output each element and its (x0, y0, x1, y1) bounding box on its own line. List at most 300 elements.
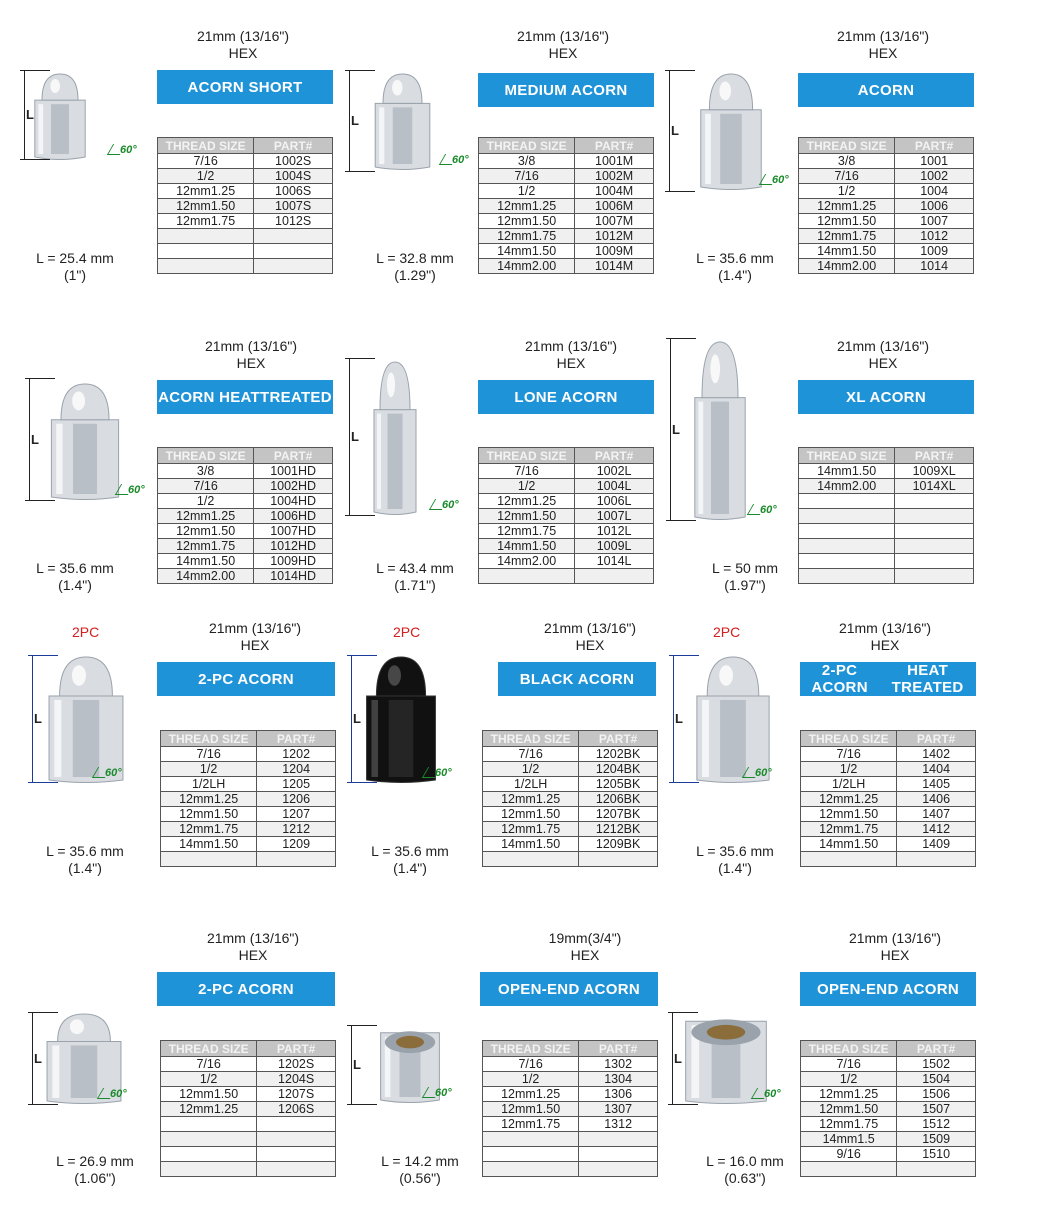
part-number-cell: 1002S (254, 154, 333, 169)
part-number-cell (897, 852, 976, 867)
thread-size-table (478, 137, 654, 274)
part-number-cell: 1012HD (254, 539, 333, 554)
table-row (161, 1117, 336, 1132)
table-row (483, 747, 658, 762)
thread-size-cell (483, 1147, 579, 1162)
thread-size-cell (799, 539, 895, 554)
hex-size-label: 21mm (13/16") HEX (543, 620, 637, 653)
length-label: L = 43.4 mm (1.71") (376, 560, 454, 593)
thread-size-cell: 1/2 (483, 1072, 579, 1087)
thread-size-cell: 7/16 (801, 747, 897, 762)
table-row (161, 822, 336, 837)
part-number-cell: 1510 (897, 1147, 976, 1162)
part-number-cell: 1009M (575, 244, 654, 259)
thread-size-cell (801, 852, 897, 867)
lug-nut-icon (370, 360, 420, 520)
part-number-cell: 1001M (575, 154, 654, 169)
table-row (801, 822, 976, 837)
header-thread-size: THREAD SIZE (799, 138, 895, 154)
length-dimension-icon (666, 338, 696, 521)
length-dimension-icon (345, 70, 375, 172)
dimension-label: L (353, 711, 361, 726)
part-number-cell: 1402 (897, 747, 976, 762)
seat-angle-label: 60° (110, 1088, 127, 1100)
table-row (161, 1102, 336, 1117)
lug-nut-icon (695, 72, 767, 195)
header-thread-size: THREAD SIZE (483, 731, 579, 747)
thread-size-cell: 14mm2.00 (479, 554, 575, 569)
part-number-cell: 1209 (257, 837, 336, 852)
thread-size-cell (483, 1132, 579, 1147)
part-number-cell: 1306 (579, 1087, 658, 1102)
thread-size-cell: 14mm2.00 (799, 259, 895, 274)
part-number-cell: 1012S (254, 214, 333, 229)
table-row (799, 244, 974, 259)
header-thread-size: THREAD SIZE (483, 1041, 579, 1057)
table-row (161, 1057, 336, 1072)
part-number-cell (257, 852, 336, 867)
header-part-number: PART# (897, 731, 976, 747)
hex-size-label: 21mm (13/16") HEX (516, 28, 610, 61)
table-row (161, 1132, 336, 1147)
dimension-label: L (351, 113, 359, 128)
thread-size-cell: 1/2 (158, 494, 254, 509)
thread-size-cell: 12mm1.75 (483, 822, 579, 837)
header-part-number: PART# (257, 731, 336, 747)
length-label: L = 35.6 mm (1.4") (371, 843, 449, 876)
part-number-cell: 1202BK (579, 747, 658, 762)
thread-size-cell: 12mm1.50 (483, 807, 579, 822)
thread-size-cell: 14mm1.50 (483, 837, 579, 852)
table-row (483, 1102, 658, 1117)
thread-size-table (157, 137, 333, 274)
part-number-cell: 1405 (897, 777, 976, 792)
table-row (479, 199, 654, 214)
part-number-cell: 1007 (895, 214, 974, 229)
part-number-cell: 1205 (257, 777, 336, 792)
part-number-cell: 1207 (257, 807, 336, 822)
part-number-cell: 1014L (575, 554, 654, 569)
thread-size-cell (799, 554, 895, 569)
seat-angle-label: 60° (452, 154, 469, 166)
thread-size-cell: 12mm1.50 (161, 1087, 257, 1102)
part-number-cell: 1406 (897, 792, 976, 807)
header-thread-size: THREAD SIZE (158, 448, 254, 464)
table-row (479, 214, 654, 229)
length-dimension-icon (20, 70, 50, 160)
table-row (161, 1087, 336, 1102)
thread-size-cell: 7/16 (479, 169, 575, 184)
part-number-cell (895, 494, 974, 509)
thread-size-cell (801, 1162, 897, 1177)
table-row (158, 169, 333, 184)
table-row (801, 777, 976, 792)
table-row (799, 154, 974, 169)
table-row (799, 464, 974, 479)
part-number-cell: 1012L (575, 524, 654, 539)
part-number-cell (257, 1162, 336, 1177)
part-number-cell: 1004M (575, 184, 654, 199)
part-number-cell: 1007S (254, 199, 333, 214)
thread-size-cell (799, 494, 895, 509)
table-row (483, 1147, 658, 1162)
length-dimension-icon (347, 1025, 377, 1105)
dimension-label: L (351, 429, 359, 444)
thread-size-table (160, 1040, 336, 1177)
table-row (799, 229, 974, 244)
table-row (479, 569, 654, 584)
table-row (801, 1147, 976, 1162)
thread-size-cell (161, 852, 257, 867)
table-row (479, 154, 654, 169)
dimension-label: L (671, 123, 679, 138)
thread-size-cell: 7/16 (161, 1057, 257, 1072)
length-label: L = 25.4 mm (1") (36, 250, 114, 283)
length-label: L = 35.6 mm (1.4") (696, 250, 774, 283)
thread-size-table (800, 730, 976, 867)
part-number-cell: 1004HD (254, 494, 333, 509)
thread-size-cell: 1/2LH (161, 777, 257, 792)
part-number-cell: 1004S (254, 169, 333, 184)
table-row (483, 762, 658, 777)
part-number-cell: 1006HD (254, 509, 333, 524)
table-row (161, 747, 336, 762)
length-label: L = 50 mm (1.97") (711, 560, 778, 593)
product-title: XL ACORN (798, 380, 974, 414)
table-row (479, 509, 654, 524)
thread-size-table (482, 1040, 658, 1177)
table-row (161, 777, 336, 792)
part-number-cell: 1204S (257, 1072, 336, 1087)
part-number-cell: 1206S (257, 1102, 336, 1117)
thread-size-cell: 1/2LH (801, 777, 897, 792)
table-row (161, 762, 336, 777)
length-label: L = 35.6 mm (1.4") (36, 560, 114, 593)
part-number-cell: 1407 (897, 807, 976, 822)
table-row (799, 569, 974, 584)
table-row (161, 1162, 336, 1177)
length-label: L = 35.6 mm (1.4") (46, 843, 124, 876)
product-title: ACORN SHORT (157, 70, 333, 104)
table-row (801, 1072, 976, 1087)
thread-size-cell: 12mm1.25 (158, 184, 254, 199)
table-row (801, 1132, 976, 1147)
header-part-number: PART# (897, 1041, 976, 1057)
thread-size-cell: 1/2 (799, 184, 895, 199)
dimension-label: L (31, 431, 39, 447)
dimension-label: L (674, 1050, 682, 1066)
part-number-cell: 1509 (897, 1132, 976, 1147)
hex-size-label: 21mm (13/16") HEX (848, 930, 942, 963)
thread-size-cell (161, 1132, 257, 1147)
part-number-cell (257, 1147, 336, 1162)
thread-size-cell: 12mm1.25 (483, 792, 579, 807)
table-row (161, 852, 336, 867)
part-number-cell: 1007HD (254, 524, 333, 539)
thread-size-cell (799, 569, 895, 584)
thread-size-cell: 14mm1.50 (158, 554, 254, 569)
table-row (801, 1102, 976, 1117)
thread-size-cell: 12mm1.25 (799, 199, 895, 214)
part-number-cell: 1007M (575, 214, 654, 229)
product-title: BLACK ACORN (498, 662, 656, 696)
table-row (801, 792, 976, 807)
table-row (801, 762, 976, 777)
part-number-cell: 1507 (897, 1102, 976, 1117)
header-part-number: PART# (575, 138, 654, 154)
thread-size-cell: 12mm1.75 (801, 822, 897, 837)
table-row (479, 169, 654, 184)
header-part-number: PART# (895, 448, 974, 464)
hex-size-label: 19mm(3/4") HEX (548, 930, 622, 963)
table-row (158, 539, 333, 554)
thread-size-cell: 14mm1.50 (161, 837, 257, 852)
table-row (158, 479, 333, 494)
thread-size-cell (161, 1162, 257, 1177)
thread-size-cell: 7/16 (158, 479, 254, 494)
thread-size-cell: 12mm1.25 (479, 199, 575, 214)
header-part-number: PART# (895, 138, 974, 154)
seat-angle-label: 60° (442, 499, 459, 511)
thread-size-table (800, 1040, 976, 1177)
table-row (161, 837, 336, 852)
product-title: LONE ACORN (478, 380, 654, 414)
part-number-cell: 1412 (897, 822, 976, 837)
part-number-cell: 1206BK (579, 792, 658, 807)
lug-nut-icon (690, 340, 750, 525)
length-label: L = 35.6 mm (1.4") (696, 843, 774, 876)
table-row (801, 1057, 976, 1072)
part-number-cell: 1312 (579, 1117, 658, 1132)
table-row (161, 792, 336, 807)
header-thread-size: THREAD SIZE (479, 448, 575, 464)
table-row (799, 539, 974, 554)
thread-size-table (798, 447, 974, 584)
thread-size-table (160, 730, 336, 867)
product-title: MEDIUM ACORN (478, 73, 654, 107)
part-number-cell (254, 229, 333, 244)
thread-size-cell: 3/8 (479, 154, 575, 169)
seat-angle-label: 60° (128, 484, 145, 496)
product-title: ACORN (798, 73, 974, 107)
part-number-cell: 1205BK (579, 777, 658, 792)
part-number-cell: 1207S (257, 1087, 336, 1102)
part-number-cell: 1009HD (254, 554, 333, 569)
table-row (161, 807, 336, 822)
part-number-cell (895, 524, 974, 539)
product-title: 2-PC ACORN HEAT TREATED (800, 662, 976, 696)
thread-size-cell: 1/2 (161, 1072, 257, 1087)
two-piece-label: 2PC (393, 624, 421, 640)
thread-size-cell: 1/2 (801, 762, 897, 777)
thread-size-cell: 12mm1.75 (479, 524, 575, 539)
thread-size-cell: 7/16 (479, 464, 575, 479)
thread-size-cell: 1/2 (479, 184, 575, 199)
seat-angle-label: 60° (105, 767, 122, 779)
dimension-label: L (675, 711, 683, 726)
part-number-cell (579, 1132, 658, 1147)
thread-size-cell (158, 259, 254, 274)
part-number-cell: 1014XL (895, 479, 974, 494)
thread-size-cell: 14mm2.00 (158, 569, 254, 584)
thread-size-cell: 14mm1.5 (801, 1132, 897, 1147)
part-number-cell: 1014M (575, 259, 654, 274)
part-number-cell (579, 1162, 658, 1177)
part-number-cell (897, 1162, 976, 1177)
thread-size-cell: 3/8 (158, 464, 254, 479)
header-thread-size: THREAD SIZE (161, 731, 257, 747)
part-number-cell: 1307 (579, 1102, 658, 1117)
table-row (799, 199, 974, 214)
header-thread-size: THREAD SIZE (801, 1041, 897, 1057)
length-dimension-icon (345, 358, 375, 516)
part-number-cell: 1004L (575, 479, 654, 494)
thread-size-cell: 12mm1.50 (801, 1102, 897, 1117)
header-part-number: PART# (254, 448, 333, 464)
thread-size-cell: 12mm1.25 (479, 494, 575, 509)
table-row (479, 259, 654, 274)
hex-size-label: 21mm (13/16") HEX (196, 28, 290, 61)
thread-size-cell: 12mm1.75 (801, 1117, 897, 1132)
header-part-number: PART# (254, 138, 333, 154)
thread-size-cell (479, 569, 575, 584)
table-row (801, 747, 976, 762)
part-number-cell: 1006L (575, 494, 654, 509)
part-number-cell: 1001HD (254, 464, 333, 479)
part-number-cell (257, 1132, 336, 1147)
thread-size-cell (161, 1147, 257, 1162)
dimension-label: L (353, 1057, 361, 1072)
length-dimension-icon (347, 655, 377, 783)
thread-size-cell: 14mm1.50 (801, 837, 897, 852)
part-number-cell: 1302 (579, 1057, 658, 1072)
hex-size-label: 21mm (13/16") HEX (836, 338, 930, 371)
thread-size-cell (158, 244, 254, 259)
hex-size-label: 21mm (13/16") HEX (206, 930, 300, 963)
part-number-cell (254, 244, 333, 259)
two-piece-label: 2PC (72, 624, 100, 640)
part-number-cell: 1009L (575, 539, 654, 554)
table-row (799, 509, 974, 524)
table-row (799, 479, 974, 494)
thread-size-cell: 12mm1.50 (801, 807, 897, 822)
thread-size-cell: 14mm1.50 (799, 244, 895, 259)
table-row (801, 807, 976, 822)
thread-size-cell: 7/16 (161, 747, 257, 762)
part-number-cell: 1204BK (579, 762, 658, 777)
part-number-cell (895, 554, 974, 569)
thread-size-cell (158, 229, 254, 244)
thread-size-cell: 3/8 (799, 154, 895, 169)
thread-size-cell: 12mm1.75 (799, 229, 895, 244)
thread-size-table (482, 730, 658, 867)
table-row (483, 1132, 658, 1147)
seat-angle-label: 60° (760, 504, 777, 516)
table-row (158, 554, 333, 569)
part-number-cell: 1207BK (579, 807, 658, 822)
table-row (799, 214, 974, 229)
table-row (158, 214, 333, 229)
thread-size-cell: 14mm2.00 (479, 259, 575, 274)
thread-size-cell: 12mm1.50 (158, 524, 254, 539)
part-number-cell: 1009 (895, 244, 974, 259)
table-row (158, 259, 333, 274)
part-number-cell: 1012 (895, 229, 974, 244)
thread-size-cell: 14mm1.50 (479, 244, 575, 259)
seat-angle-label: 60° (772, 174, 789, 186)
lug-nut-icon (45, 382, 125, 505)
thread-size-cell: 12mm1.50 (161, 807, 257, 822)
thread-size-table (478, 447, 654, 584)
table-row (161, 1072, 336, 1087)
header-thread-size: THREAD SIZE (158, 138, 254, 154)
table-row (158, 184, 333, 199)
thread-size-cell: 12mm1.75 (158, 539, 254, 554)
two-piece-label: 2PC (713, 624, 741, 640)
part-number-cell (575, 569, 654, 584)
table-row (799, 169, 974, 184)
table-row (479, 554, 654, 569)
part-number-cell (895, 539, 974, 554)
thread-size-cell: 12mm1.50 (799, 214, 895, 229)
part-number-cell: 1304 (579, 1072, 658, 1087)
header-part-number: PART# (257, 1041, 336, 1057)
part-number-cell: 1012M (575, 229, 654, 244)
part-number-cell (895, 509, 974, 524)
thread-size-cell: 1/2LH (483, 777, 579, 792)
seat-angle-label: 60° (120, 144, 137, 156)
part-number-cell: 1009XL (895, 464, 974, 479)
table-row (801, 1117, 976, 1132)
thread-size-cell: 12mm1.50 (479, 214, 575, 229)
table-row (483, 792, 658, 807)
part-number-cell: 1002HD (254, 479, 333, 494)
thread-size-cell: 12mm1.75 (158, 214, 254, 229)
length-label: L = 26.9 mm (1.06") (56, 1153, 134, 1186)
header-thread-size: THREAD SIZE (161, 1041, 257, 1057)
table-row (801, 1087, 976, 1102)
thread-size-cell: 7/16 (801, 1057, 897, 1072)
thread-size-cell (799, 509, 895, 524)
thread-size-cell: 7/16 (483, 1057, 579, 1072)
table-row (801, 837, 976, 852)
table-row (801, 1162, 976, 1177)
part-number-cell: 1212BK (579, 822, 658, 837)
part-number-cell: 1409 (897, 837, 976, 852)
part-number-cell: 1206 (257, 792, 336, 807)
part-number-cell: 1202 (257, 747, 336, 762)
part-number-cell: 1512 (897, 1117, 976, 1132)
dimension-label: L (34, 1050, 42, 1066)
part-number-cell: 1014HD (254, 569, 333, 584)
thread-size-cell: 14mm1.50 (799, 464, 895, 479)
part-number-cell: 1006 (895, 199, 974, 214)
table-row (483, 822, 658, 837)
part-number-cell: 1007L (575, 509, 654, 524)
length-dimension-icon (25, 378, 55, 501)
table-row (479, 479, 654, 494)
table-row (483, 777, 658, 792)
table-row (483, 1087, 658, 1102)
thread-size-cell: 12mm1.75 (161, 822, 257, 837)
thread-size-cell: 1/2 (158, 169, 254, 184)
table-row (479, 184, 654, 199)
part-number-cell: 1209BK (579, 837, 658, 852)
thread-size-cell: 12mm1.25 (161, 792, 257, 807)
table-row (479, 494, 654, 509)
product-title: 2-PC ACORN (157, 662, 335, 696)
part-number-cell: 1006M (575, 199, 654, 214)
